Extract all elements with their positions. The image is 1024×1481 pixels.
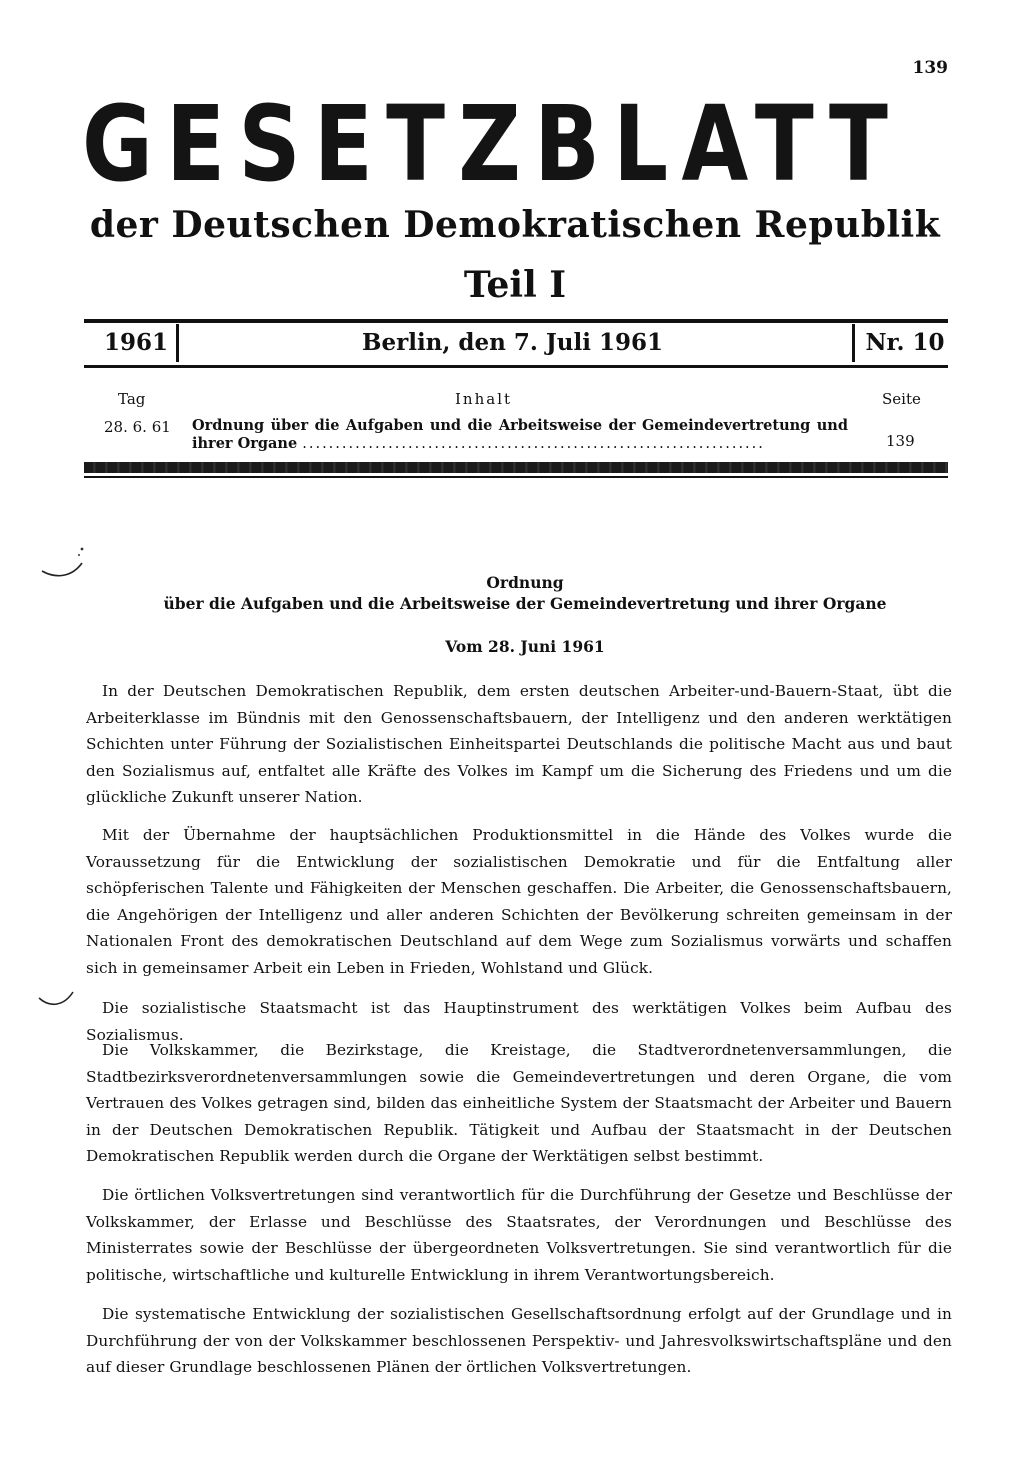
contents-entry-date: 28. 6. 61 (104, 418, 171, 436)
contents-thin-rule (84, 476, 948, 478)
header-divider-left (176, 324, 179, 362)
margin-mark-icon (36, 988, 76, 1010)
contents-tag-header: Tag (118, 390, 146, 408)
masthead-title: GESETZBLATT (82, 83, 902, 205)
masthead-part: Teil I (463, 264, 567, 306)
masthead-subtitle: der Deutschen Demokratischen Republik (89, 204, 941, 246)
header-rule-top (84, 319, 948, 323)
issue-date: Berlin, den 7. Juli 1961 (362, 329, 663, 356)
paragraph: Die örtlichen Volksvertretungen sind verantwortlich für die Durchführung der Gesetze und Beschlüsse der Volkskammer, der Erlasse und Beschlüsse des Staatsrates, der Verordnungen und Beschlüsse des Ministerrates sowie der Beschlüsse der übergeordneten Volksvertretungen. Sie sind verantwortlich für die politische, wirtschaftliche und kulturelle Entwicklung in ihrem Verantwortungsbereich. (86, 1186, 952, 1284)
contents-entry-text[interactable]: Ordnung über die Aufgaben und die Arbeitsweise der Gemeindevertretung und ihrer Organe (192, 417, 848, 452)
contents-thick-rule (84, 462, 948, 473)
issue-year: 1961 (104, 329, 169, 356)
page-number: 139 (912, 58, 948, 78)
paragraph: Die systematische Entwicklung der sozialistischen Gesellschaftsordnung erfolgt auf der Grundlage und in Durchführung der von der Volkskammer beschlossenen Perspektiv- und Jahresvolkswirtschaftspläne und den auf dieser Grundlage beschlossenen Plänen der örtlichen Volksvertretungen. (86, 1305, 952, 1376)
paragraph: In der Deutschen Demokratischen Republik, dem ersten deutschen Arbeiter-und-Bauern-Staat, übt die Arbeiterklasse im Bündnis mit den Genossenschaftsbauern, der Intelligenz und den anderen werktätigen Schichten unter Führung der Sozialistischen Einheitspartei Deutschlands die politische Macht aus und baut den Sozialismus auf, entfaltet alle Kräfte des Volkes im Kampf um die Sicherung des Friedens und um die glückliche Zukunft unserer Nation. (86, 682, 952, 806)
contents-entry-page: 139 (886, 432, 915, 450)
margin-mark-icon (38, 545, 86, 581)
document-date: Vom 28. Juni 1961 (445, 637, 605, 656)
paragraph: Die sozialistische Staatsmacht ist das Hauptinstrument des werktätigen Volkes beim Aufbau des Sozialismus. (86, 999, 952, 1044)
issue-number: Nr. 10 (865, 329, 945, 356)
contents-entry[interactable] (192, 417, 848, 453)
header-rule-bottom (84, 365, 948, 368)
paragraph: Die Volkskammer, die Bezirkstage, die Kreistage, die Stadtverordnetenversammlungen, die Stadtbezirksverordnetenversammlungen sowie die Gemeindevertretungen und deren Organe, die vom Vertrauen des Volkes getragen sind, bilden das einheitliche System der Staatsmacht der Arbeiter und Bauern in der Deutschen Demokratischen Republik. Tätigkeit und Aufbau der Staatsmacht in der Deutschen Demokratischen Republik werden durch die Organe der Werktätigen selbst bestimmt. (86, 1041, 952, 1165)
contents-entry-leader: ...................................................................... (302, 436, 765, 452)
header-divider-right (852, 324, 855, 362)
contents-title-header: Inhalt (455, 390, 513, 408)
document-title: Ordnung (486, 573, 564, 592)
document-subtitle: über die Aufgaben und die Arbeitsweise der Gemeindevertretung und ihrer Organe (163, 594, 887, 613)
contents-page-header: Seite (882, 390, 921, 408)
paragraph: Mit der Übernahme der hauptsächlichen Produktionsmittel in die Hände des Volkes wurde die Voraussetzung für die Entwicklung der sozialistischen Demokratie und für die Entfaltung aller schöpferischen Talente und Fähigkeiten der Menschen geschaffen. Die Arbeiter, die Genossenschaftsbauern, die Angehörigen der Intelligenz und aller anderen Schichten der Bevölkerung schreiten gemeinsam in der Nationalen Front des demokratischen Deutschland auf dem Wege zum Sozialismus vorwärts und schaffen sich in gemeinsamer Arbeit ein Leben in Frieden, Wohlstand und Glück. (86, 826, 952, 977)
